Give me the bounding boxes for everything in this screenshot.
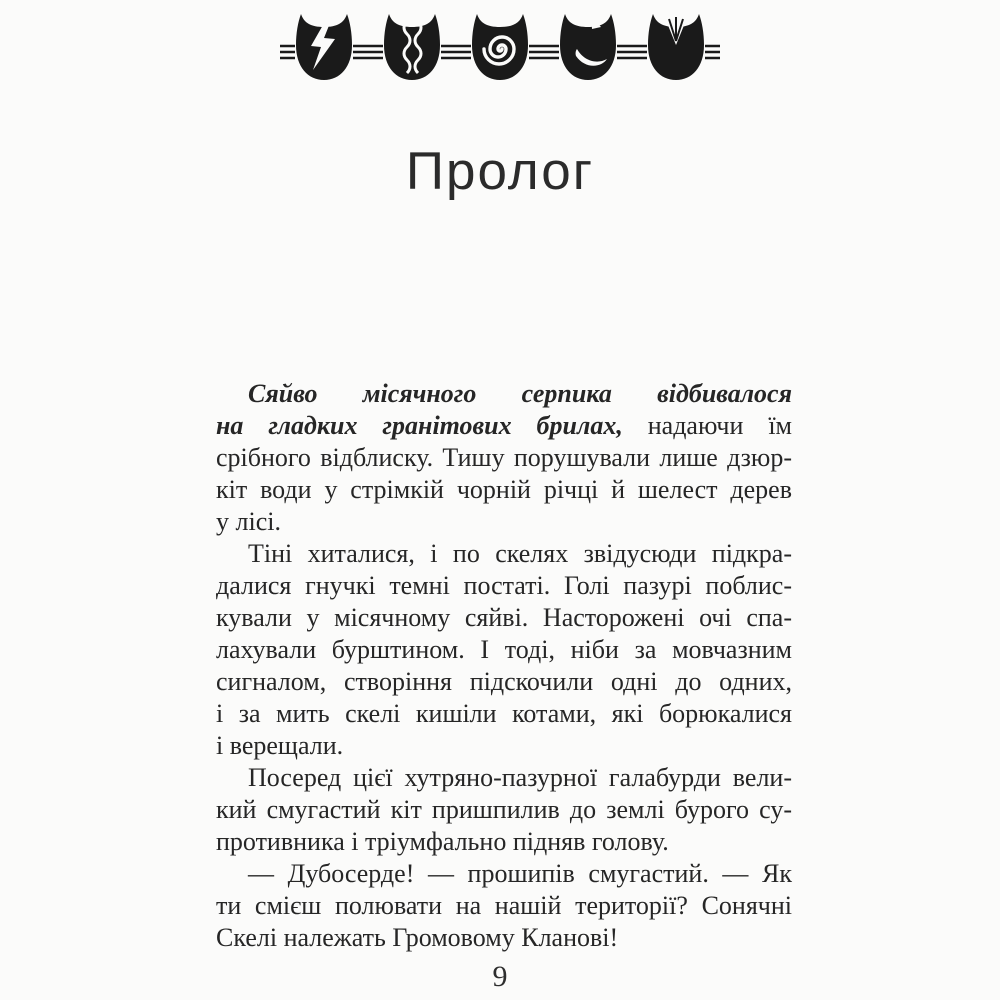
text-line: [216, 858, 792, 890]
text-line: [216, 890, 792, 922]
body-text-segment: срібного відблиску. Тишу порушували лише дзюр-: [216, 443, 792, 472]
paragraph: [216, 378, 792, 538]
text-line: [216, 378, 792, 410]
body-text-segment: сигналом, створіння підскочили одні до одних,: [216, 667, 792, 696]
clan-icons-row: [0, 8, 1000, 84]
body-text-segment: у лісі.: [216, 507, 281, 536]
body-text-segment: Скелі належать Громовому Кланові!: [216, 923, 619, 952]
text-line: [216, 474, 792, 506]
riverclan-cat-icon: [368, 8, 456, 84]
text-line: [216, 602, 792, 634]
text-line: [216, 730, 792, 762]
text-line: [216, 538, 792, 570]
windclan-cat-icon: [544, 8, 632, 84]
shadowclan-cat-icon: [456, 8, 544, 84]
text-line: [216, 506, 792, 538]
text-line: [216, 410, 792, 442]
paragraph: [216, 858, 792, 954]
skyclan-cat-icon: [632, 8, 720, 84]
paragraph: [216, 762, 792, 858]
emphasized-text: на гладких гранітових брилах,: [216, 411, 623, 440]
body-text-segment: кий смугастий кіт пришпилив до землі бурого су-: [216, 795, 792, 824]
text-line: [216, 634, 792, 666]
text-line: [216, 666, 792, 698]
text-line: [216, 794, 792, 826]
body-text-segment: і за мить скелі кишіли котами, які борюкалися: [216, 699, 792, 728]
paragraph: [216, 538, 792, 762]
body-text-segment: Тіні хиталися, і по скелях звідусюди підкра-: [248, 539, 792, 568]
body-text-segment: Посеред цієї хутряно-пазурної галабурди вели-: [248, 763, 792, 792]
body-text-segment: — Дубосерде! — прошипів смугастий. — Як: [248, 859, 792, 888]
emphasized-text: Сяйво місячного серпика відбивалося: [248, 379, 792, 408]
thunderclan-cat-icon: [280, 8, 368, 84]
page-number: 9: [492, 960, 508, 993]
body-text-segment: кували у місячному сяйві. Насторожені очі спа-: [216, 603, 792, 632]
text-line: [216, 698, 792, 730]
body-text-segment: далися гнучкі темні постаті. Голі пазурі поблис-: [216, 571, 792, 600]
text-line: [216, 762, 792, 794]
body-text-segment: і верещали.: [216, 731, 344, 760]
text-line: [216, 442, 792, 474]
body-text-segment: кіт води у стрімкій чорній річці й шелест дерев: [216, 475, 792, 504]
text-line: [216, 826, 792, 858]
body-text-segment: ти смієш полювати на нашій території? Сонячні: [216, 891, 792, 920]
body-text-segment: лахували бурштином. І тоді, ніби за мовчазним: [216, 635, 792, 664]
chapter-title: Пролог: [405, 142, 595, 201]
body-text-segment: надаючи їм: [622, 411, 792, 440]
text-line: [216, 570, 792, 602]
text-line: [216, 922, 792, 954]
body-text: [216, 378, 792, 954]
body-text-segment: противника і тріумфально підняв голову.: [216, 827, 669, 856]
